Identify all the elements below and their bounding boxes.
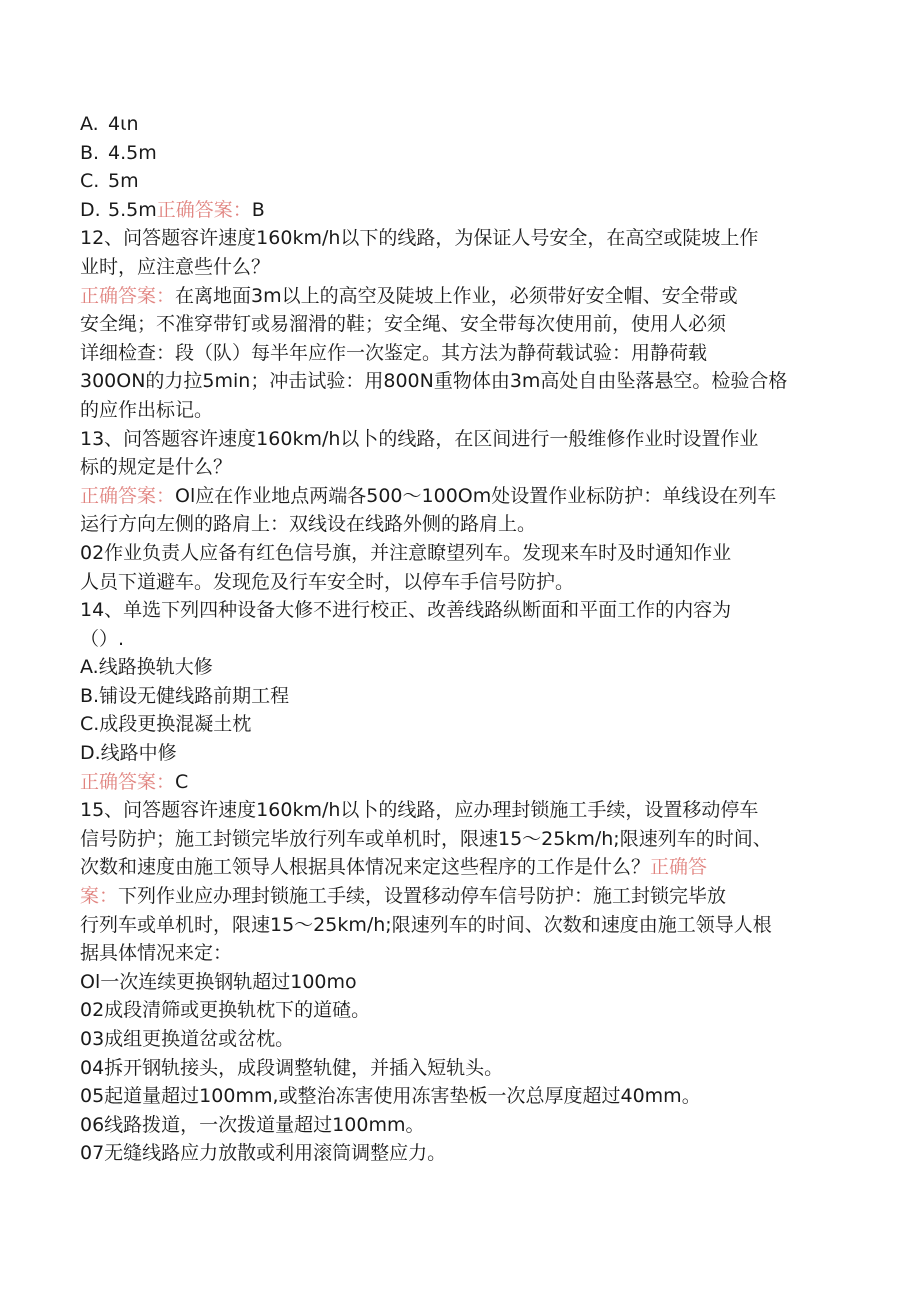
option-b: B.铺设无健线路前期工程 [80, 684, 290, 707]
question-13-line: 标的规定是什么？ [80, 456, 233, 479]
question-14-line: 14、单选下列四种设备大修不进行校正、改善线路纵断面和平面工作的内容为 [80, 599, 732, 622]
option-c [80, 167, 840, 196]
answer-13-line: 人员下道避车。发现危及行车安全时，以停车手信号防护。 [80, 570, 575, 593]
answer-text: 在离地面3m以上的高空及陡坡上作业，必须带好安全帽、安全带或 [175, 284, 738, 307]
option-a: A.线路换轨大修 [80, 656, 213, 679]
answer-15-line [80, 882, 840, 911]
option-a-letter: A. [80, 113, 99, 135]
question-12-line: 12、问答题容许速度160km∕h以下的线路，为保证人号安全，在高空或陡坡上作 [80, 227, 759, 250]
question-15-line: 信号防护；施工封锁完毕放行列车或单机时，限速15〜25km∕h;限速列车的时间、 [80, 827, 772, 850]
list-item: Ol一次连续更换钢轨超过100mo [80, 970, 357, 993]
option-d-letter: D. [80, 198, 101, 221]
answer-label: 正确答 [650, 856, 708, 879]
option-c-text: 5m [108, 170, 139, 193]
option-d: D.线路中修 [80, 742, 177, 765]
option-d-text: 5.5m [108, 198, 157, 221]
answer-13-line: 02作业负责人应备有红色信号旗，并注意瞭望列车。发现来车时及时通知作业 [80, 541, 732, 564]
option-a [80, 110, 840, 139]
answer-label: 正确答案： [80, 284, 176, 307]
answer-12-line: 详细检查：段（队）每半年应作一次鉴定。其方法为静荷载试验：用静荷载 [80, 341, 708, 364]
answer-text: 下列作业应办理封锁施工手续，设置移动停车信号防护：施工封锁完毕放 [118, 885, 727, 908]
option-d [80, 196, 840, 225]
option-b-letter: B. [80, 141, 100, 164]
answer-label: 案： [80, 885, 119, 908]
option-a-text: 4ιn [108, 113, 139, 135]
question-15-text: 次数和速度由施工领导人根据具体情况来定这些程序的工作是什么？ [80, 856, 651, 879]
answer-value: B [251, 198, 265, 221]
list-item: 02成段清筛或更换轨枕下的道碴。 [80, 999, 371, 1022]
answer-text: Ol应在作业地点两端各500〜100Om处设置作业标防护：单线设在列车 [175, 484, 777, 507]
answer-13-line [80, 482, 840, 511]
question-15-line [80, 853, 840, 882]
question-15-line: 15、问答题容许速度160km∕h以卜的线路，应办理封锁施工手续，设置移动停车 [80, 799, 759, 822]
answer-12-line: 300ON的力拉5min；冲击试验：用800N重物体由3m高处自由坠落悬空。检验合格 [80, 370, 788, 393]
answer-13-line: 运行方向左侧的路肩上：双线设在线路外侧的路肩上。 [80, 513, 537, 536]
answer-12-line: 安全绳；不准穿带钉或易溜滑的鞋；安全绳、安全带每次使用前，使用人必须 [80, 313, 727, 336]
list-item: 06线路拨道，一次拨道量超过100mm。 [80, 1113, 425, 1136]
question-12-line: 业时，应注意些什么？ [80, 255, 271, 278]
answer-label: 正确答案： [156, 198, 252, 221]
option-c: C.成段更换混凝土枕 [80, 713, 252, 736]
answer-value: C [175, 770, 189, 793]
list-item: 05起道量超过100mm,或整治冻害使用冻害垫板一次总厚度超过40mm。 [80, 1085, 701, 1108]
answer-label: 正确答案： [80, 484, 176, 507]
list-item: 04拆开钢轨接头，成段调整轨健，并插入短轨头。 [80, 1056, 504, 1079]
option-c-letter: C. [80, 170, 100, 193]
option-b-text: 4.5m [108, 141, 157, 164]
answer-15-line: 行列车或单机时，限速15〜25km∕h;限速列车的时间、次数和速度由施工领导人根 [80, 913, 772, 936]
answer-14-line [80, 768, 840, 797]
option-b [80, 139, 840, 168]
answer-12-line: 的应作出标记。 [80, 398, 214, 421]
question-13-line: 13、问答题容许速度160km∕h以卜的线路，在区间进行一般维修作业时设置作业 [80, 427, 759, 450]
list-item: 07无缝线路应力放散或利用滚筒调整应力。 [80, 1142, 447, 1165]
answer-label: 正确答案： [80, 770, 176, 793]
document-content [80, 110, 840, 1168]
question-14-line: （）. [80, 627, 125, 650]
answer-12-line [80, 282, 840, 311]
answer-15-line: 据具体情况来定： [80, 942, 233, 965]
list-item: 03成组更换道岔或岔枕。 [80, 1028, 295, 1050]
